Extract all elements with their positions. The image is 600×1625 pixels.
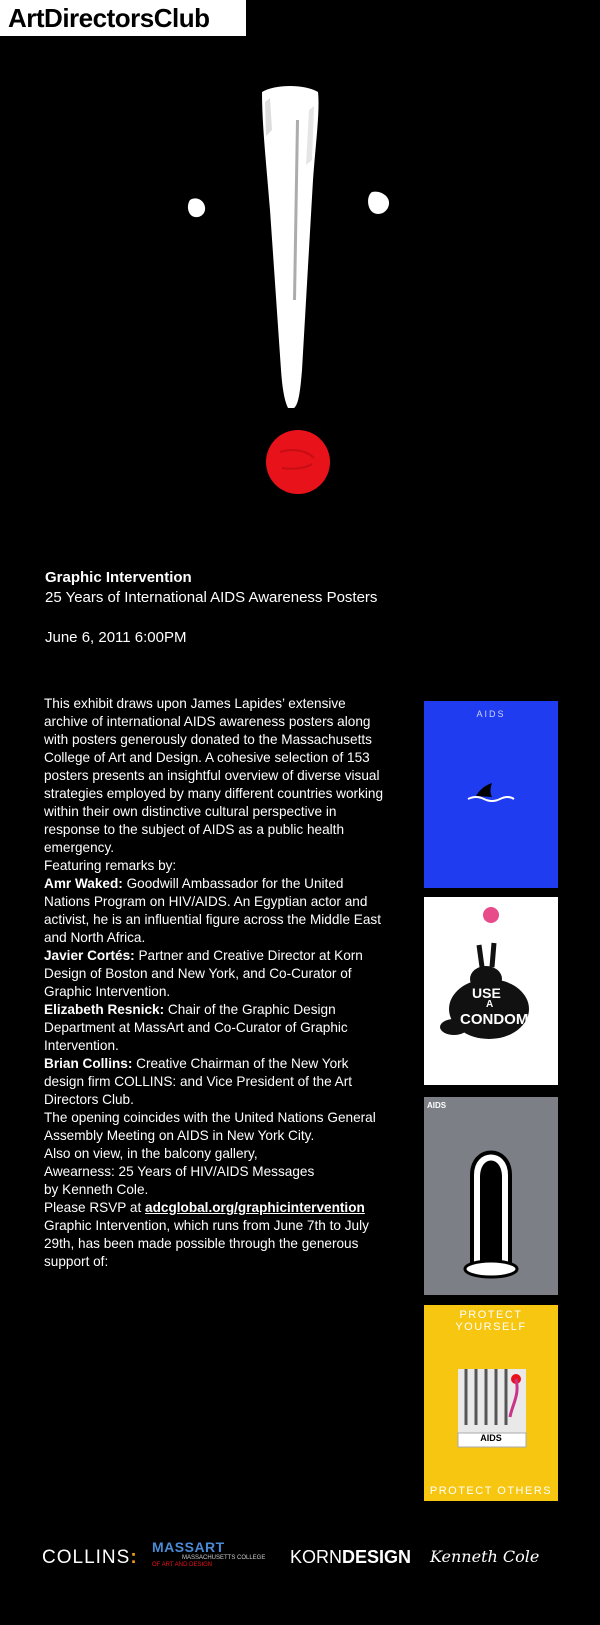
poster-caption: AIDS (476, 709, 506, 719)
poster-condom (424, 1097, 558, 1295)
speaker-bio: Partner and Creative Director at Korn Design of Boston and New York, and Co-Curator of Graphic Intervention. (44, 948, 363, 999)
poster-aids-text: AIDS (480, 1433, 502, 1443)
speaker-entry (44, 1001, 389, 1055)
rsvp-prefix: Please RSVP at (44, 1200, 146, 1215)
speaker-entry (44, 875, 389, 947)
event-subtitle: 25 Years of International AIDS Awareness Posters (45, 589, 378, 606)
event-details (44, 695, 389, 1271)
poster-use-text: USE (472, 985, 501, 1001)
poster-rabbit (424, 897, 558, 1085)
also-line-2: Awearness: 25 Years of HIV/AIDS Messages (44, 1164, 315, 1179)
shark-fin-icon (424, 701, 558, 888)
matchbox-icon (424, 1305, 558, 1501)
speaker-name: Amr Waked: (44, 876, 123, 891)
hero-illustration (0, 40, 600, 540)
exhibit-description: This exhibit draws upon James Lapides’ extensive archive of international AIDS awareness posters along with posters generously donated to the Massachusetts College of Art and Design. A cohesive selection of 153 posters presents an insightful overview of diverse visual strategies employed by many different countries working within their own distinctive cultural perspective in response to the subject of AIDS as a public health emergency. (44, 696, 384, 855)
event-date: June 6, 2011 6:00PM (45, 629, 187, 646)
condom-icon (424, 1097, 558, 1295)
brush-stroke (262, 86, 319, 408)
exclamation-face-illustration (0, 40, 600, 540)
event-intro (45, 568, 405, 648)
sponsor-kenneth-cole[interactable]: Kenneth Cole (430, 1547, 540, 1566)
un-note: The opening coincides with the United Nations General Assembly Meeting on AIDS in New York City. (44, 1110, 376, 1143)
poster-a-text: A (486, 999, 494, 1010)
also-on-view (44, 1145, 389, 1199)
adc-logo[interactable]: ArtDirectorsClub (0, 0, 246, 36)
speaker-bio: Chair of the Graphic Design Department at MassArt and Co-Curator of Graphic Intervention. (44, 1002, 348, 1053)
also-line-1: Also on view, in the balcony gallery, (44, 1146, 258, 1161)
sponsor-logos (0, 1539, 600, 1575)
speaker-bio: Goodwill Ambassador for the United Nations Program on HIV/AIDS. An Egyptian actor and activist, he is an influential figure across the Middle East and North Africa. (44, 876, 381, 945)
speaker-name: Elizabeth Resnick: (44, 1002, 165, 1017)
sponsor-collins[interactable]: COLLINS: (42, 1547, 138, 1568)
speaker-entry (44, 1055, 389, 1109)
poster-shark (424, 701, 558, 888)
support-note: Graphic Intervention, which runs from June 7th to July 29th, has been made possible through the generous support of: (44, 1218, 369, 1269)
right-eye (368, 192, 389, 214)
rsvp-link[interactable]: adcglobal.org/graphicintervention (145, 1200, 365, 1215)
left-eye (188, 198, 205, 217)
poster-top-caption: PROTECT YOURSELF (455, 1309, 527, 1333)
red-nose (266, 430, 330, 494)
speaker-name: Brian Collins: (44, 1056, 133, 1071)
speaker-bio: Creative Chairman of the New York design firm COLLINS: and Vice President of the Art Directors Club. (44, 1056, 353, 1107)
sponsor-massart[interactable]: MASSART MASSACHUSETTS COLLEGE OF ART AND DESIGN (152, 1539, 266, 1568)
poster-caption: AIDS (427, 1101, 447, 1110)
sponsor-korn-design[interactable]: KORNDESIGN (290, 1547, 412, 1567)
speaker-entry (44, 947, 389, 1001)
rsvp-line (44, 1199, 389, 1217)
poster-matches (424, 1305, 558, 1501)
event-title: Graphic Intervention (45, 569, 192, 586)
poster-condom-text: CONDOM (460, 1011, 529, 1028)
also-line-3: by Kenneth Cole. (44, 1182, 149, 1197)
speaker-name: Javier Cortés: (44, 948, 135, 963)
poster-bottom-caption: PROTECT OTHERS (429, 1485, 553, 1497)
remarks-heading: Featuring remarks by: (44, 858, 177, 873)
